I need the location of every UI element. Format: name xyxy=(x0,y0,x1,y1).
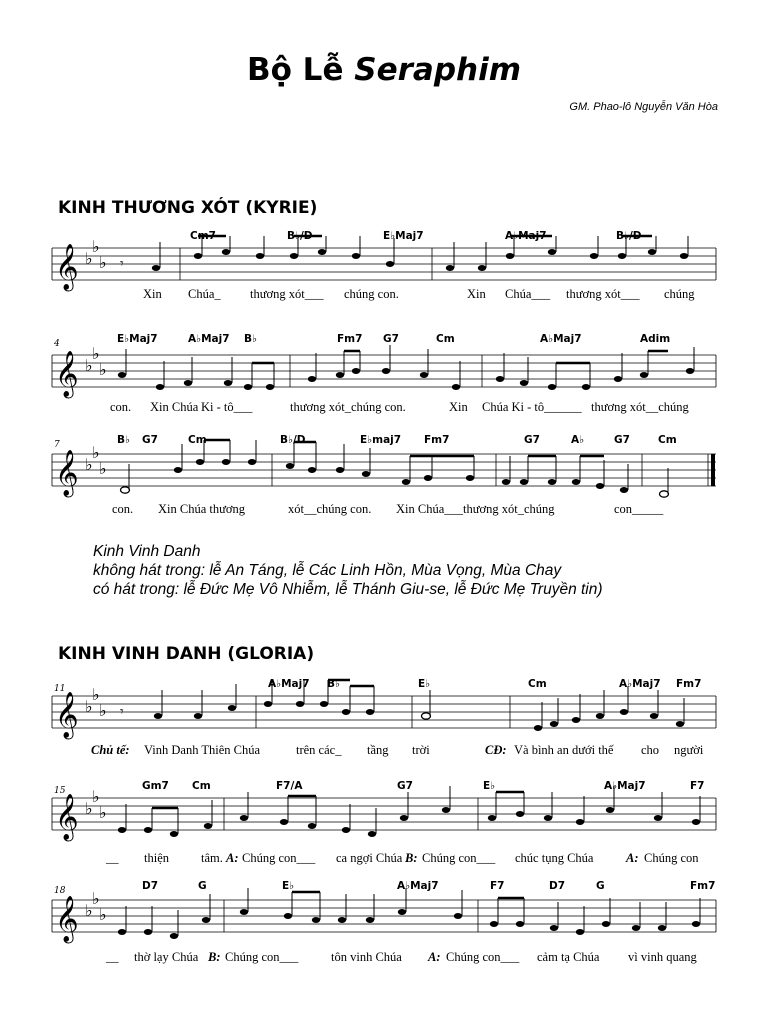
lyric: thương xót___ xyxy=(250,287,324,301)
svg-text:♭: ♭ xyxy=(92,344,100,363)
lyric: ca ngợi Chúa xyxy=(336,851,403,865)
lyric: Chúng con___ xyxy=(242,851,316,865)
svg-text:♭: ♭ xyxy=(99,459,107,478)
lyric: trời xyxy=(412,743,430,757)
lyric: thờ lạy Chúa xyxy=(134,950,199,964)
title-plain: Bộ Lễ xyxy=(246,52,344,88)
lyric: cảm tạ Chúa xyxy=(537,950,600,964)
lyric: con. xyxy=(112,502,134,516)
svg-text:♭: ♭ xyxy=(92,787,100,806)
svg-text:♭: ♭ xyxy=(92,685,100,704)
chord: A♭Maj7 xyxy=(604,780,646,792)
svg-text:♭: ♭ xyxy=(85,249,93,268)
lyric: __ xyxy=(106,950,119,964)
chord: A♭Maj7 xyxy=(397,880,439,892)
chord: B♭/D xyxy=(280,434,306,446)
measure-number: 7 xyxy=(54,440,60,450)
chord: E♭ xyxy=(282,880,295,892)
lyric: thiện xyxy=(144,851,169,865)
chord: A♭Maj7 xyxy=(505,230,547,242)
lyric-speaker: CĐ: xyxy=(485,743,507,757)
lyric: Chúa Ki - tô______ xyxy=(482,400,582,414)
lyric: tâm. xyxy=(201,851,223,865)
section-title-gloria: KINH VINH DANH (GLORIA) xyxy=(58,644,315,664)
chord: G7 xyxy=(614,434,630,446)
chord: G7 xyxy=(142,434,158,446)
svg-text:♭: ♭ xyxy=(85,901,93,920)
svg-text:♭: ♭ xyxy=(85,799,93,818)
measure-number: 15 xyxy=(54,786,66,796)
lyric: cho xyxy=(641,743,660,757)
lyric: Chúng con___ xyxy=(422,851,496,865)
chord: Fm7 xyxy=(690,880,716,892)
lyric: con. xyxy=(110,400,132,414)
chord: A♭Maj7 xyxy=(188,333,230,345)
music-system-5 xyxy=(0,778,768,868)
lyric: người xyxy=(674,743,704,757)
lyric: Chúng con___ xyxy=(446,950,520,964)
chord: Fm7 xyxy=(424,434,450,446)
lyric: thương xót___ xyxy=(566,287,640,301)
lyric: Chúa_ xyxy=(188,287,221,301)
svg-text:♭: ♭ xyxy=(99,803,107,822)
chord: Cm xyxy=(436,333,455,345)
lyric: Xin Chúa xyxy=(150,400,199,414)
lyric: chúng xyxy=(664,287,695,301)
page-title xyxy=(0,52,768,88)
title-italic: Seraphim xyxy=(354,52,522,88)
lyric: Xin Chúa thương xyxy=(158,502,245,516)
svg-text:♭: ♭ xyxy=(92,889,100,908)
lyric-speaker: Chủ tế: xyxy=(91,743,130,757)
chord: A♭Maj7 xyxy=(540,333,582,345)
chord: E♭ xyxy=(483,780,496,792)
measure-number: 18 xyxy=(54,886,66,896)
svg-text:♭: ♭ xyxy=(99,905,107,924)
lyric: Chúng con___ xyxy=(225,950,299,964)
svg-text:𝄾: 𝄾 xyxy=(120,704,124,720)
lyric: vì vinh quang xyxy=(628,950,697,964)
chord: F7/A xyxy=(276,780,303,792)
chord: B♭ xyxy=(244,333,257,345)
section-title-kyrie: KINH THƯƠNG XÓT (KYRIE) xyxy=(58,198,318,218)
chord: Cm xyxy=(658,434,677,446)
lyric: __ xyxy=(106,851,119,865)
measure-number: 4 xyxy=(54,339,60,349)
lyric: trên các_ xyxy=(296,743,342,757)
chord: Fm7 xyxy=(337,333,363,345)
chord: B♭ xyxy=(327,678,340,690)
svg-text:𝄞: 𝄞 xyxy=(55,692,79,738)
chord: D7 xyxy=(549,880,566,892)
lyric: Ki - tô___ xyxy=(201,400,253,414)
svg-text:𝄞: 𝄞 xyxy=(55,450,79,496)
lyric: Chúa___ xyxy=(505,287,551,301)
music-system-6 xyxy=(0,878,768,970)
lyric-speaker: A: xyxy=(626,851,639,865)
chord: Adim xyxy=(640,333,671,345)
music-system-4 xyxy=(0,676,768,762)
music-system-3 xyxy=(0,432,768,522)
svg-text:♭: ♭ xyxy=(99,253,107,272)
chord: A♭Maj7 xyxy=(268,678,310,690)
lyric: Xin xyxy=(143,287,162,301)
chord: Fm7 xyxy=(676,678,702,690)
lyric: xót__chúng con. xyxy=(288,502,372,516)
svg-text:𝄞: 𝄞 xyxy=(55,794,79,840)
chord: Cm xyxy=(188,434,207,446)
chord: Cm xyxy=(192,780,211,792)
svg-text:♭: ♭ xyxy=(85,697,93,716)
lyric: thương xót__chúng xyxy=(591,400,689,414)
svg-text:♭: ♭ xyxy=(99,701,107,720)
note-line: không hát trong: lễ An Táng, lễ Các Linh Hồn, Mùa Vọng, Mùa Chay xyxy=(93,562,562,579)
chord: A♭ xyxy=(571,434,585,446)
svg-text:𝄞: 𝄞 xyxy=(55,244,79,290)
lyric: tầng xyxy=(367,743,389,757)
chord: F7 xyxy=(690,780,705,792)
note-line: Kinh Vinh Danh xyxy=(93,543,201,560)
lyric: tôn vinh Chúa xyxy=(331,950,402,964)
chord: Cm7 xyxy=(190,230,216,242)
chord: E♭Maj7 xyxy=(117,333,158,345)
chord: G7 xyxy=(383,333,399,345)
lyric: Và bình an dưới thế xyxy=(514,743,614,757)
chord: E♭Maj7 xyxy=(383,230,424,242)
lyric: chúng con. xyxy=(344,287,399,301)
chord: B♭/D xyxy=(287,230,313,242)
svg-text:♭: ♭ xyxy=(99,360,107,379)
chord: G xyxy=(198,880,207,892)
chord: A♭Maj7 xyxy=(619,678,661,690)
chord: E♭ xyxy=(418,678,431,690)
svg-text:♭: ♭ xyxy=(92,443,100,462)
chord: G7 xyxy=(397,780,413,792)
svg-text:𝄞: 𝄞 xyxy=(55,896,79,942)
lyric: Xin Chúa___thương xót_chúng xyxy=(396,502,555,516)
chord: Gm7 xyxy=(142,780,169,792)
chord: Cm xyxy=(528,678,547,690)
lyric-speaker: A: xyxy=(226,851,239,865)
svg-text:𝄾: 𝄾 xyxy=(120,256,124,272)
svg-text:♭: ♭ xyxy=(92,237,100,256)
lyric: thương xót_chúng con. xyxy=(290,400,406,414)
music-system-1 xyxy=(0,228,768,308)
chord: G xyxy=(596,880,605,892)
lyric: Xin xyxy=(467,287,486,301)
lyric-speaker: B: xyxy=(405,851,418,865)
chord: D7 xyxy=(142,880,159,892)
chord: F7 xyxy=(490,880,505,892)
chord: B♭/D xyxy=(616,230,642,242)
note-line: có hát trong: lễ Đức Mẹ Vô Nhiễm, lễ Thánh Giu-se, lễ Đức Mẹ Truyền tin) xyxy=(93,581,603,598)
measure-number: 11 xyxy=(54,684,66,694)
lyric: Xin xyxy=(449,400,468,414)
svg-text:𝄞: 𝄞 xyxy=(55,351,79,397)
lyric-speaker: B: xyxy=(208,950,221,964)
chord: G7 xyxy=(524,434,540,446)
music-system-2 xyxy=(0,333,768,421)
svg-text:♭: ♭ xyxy=(85,356,93,375)
composer-credit: GM. Phao-lô Nguyễn Văn Hòa xyxy=(569,101,718,113)
chord: E♭maj7 xyxy=(360,434,402,446)
lyric: Vinh Danh Thiên Chúa xyxy=(144,743,261,757)
lyric: Chúng con xyxy=(644,851,699,865)
lyric: chúc tụng Chúa xyxy=(515,851,594,865)
svg-text:♭: ♭ xyxy=(85,455,93,474)
lyric: con_____ xyxy=(614,502,664,516)
gloria-usage-note xyxy=(93,542,603,599)
lyric-speaker: A: xyxy=(428,950,441,964)
chord: B♭ xyxy=(117,434,130,446)
